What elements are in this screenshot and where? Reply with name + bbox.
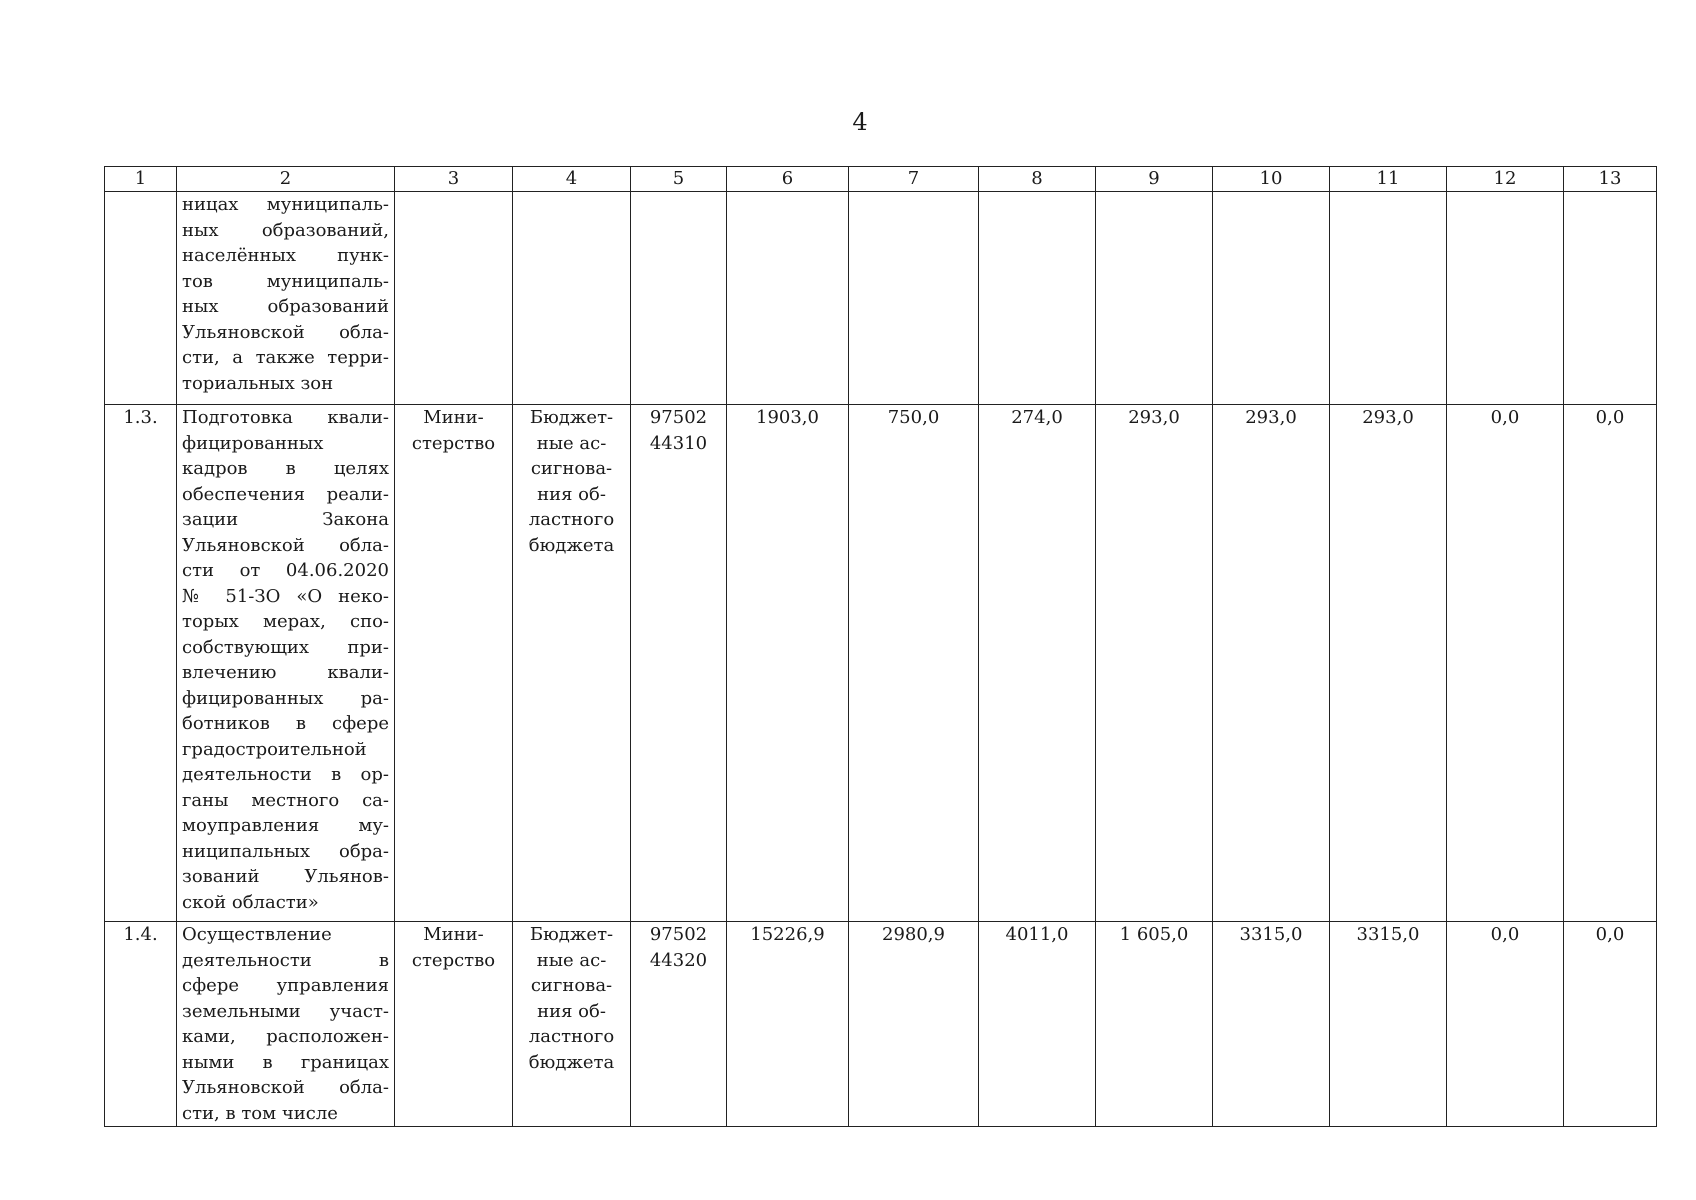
funding-source-cell [513, 405, 631, 922]
value-cell-col-10: 293,0 [1213, 405, 1330, 922]
value-cell-col-9 [1096, 192, 1213, 405]
description-line: Осуществление [182, 924, 332, 945]
description-line: собствующих при- [182, 636, 389, 658]
description-line: Ульяновской обла- [182, 1077, 389, 1098]
description-line: Подготовка квали- [182, 407, 389, 428]
budget-code-cell-line: 97502 [649, 924, 708, 945]
description-line: фицированных ра- [182, 687, 389, 709]
value-cell-col-11: 293,0 [1330, 405, 1447, 922]
description-line: ботников в сфере [182, 713, 389, 734]
description-line: ных образований [182, 296, 389, 317]
value-cell-col-7: 750,0 [849, 405, 979, 922]
value-cell-col-13: 0,0 [1564, 922, 1657, 1127]
budget-code-cell-line: 97502 [649, 407, 708, 428]
column-header-3: 3 [395, 167, 513, 192]
value-cell-col-10 [1213, 192, 1330, 405]
description-line: ками, расположен- [182, 1026, 389, 1047]
column-header-11: 11 [1330, 167, 1447, 192]
description-line: сти, а также терри- [182, 347, 389, 368]
description-line: кадров в целях [182, 458, 389, 479]
executor-cell-line: стерство [411, 432, 496, 454]
description-line: ными в границах [182, 1051, 389, 1073]
description-line: ганы местного са- [182, 789, 389, 811]
funding-source-cell-line: бюджета [528, 1051, 615, 1073]
description-cell [177, 922, 395, 1127]
description-line: ных образований, [182, 219, 389, 241]
description-line: зации Закона [182, 509, 389, 530]
funding-source-cell-line: ния об- [537, 483, 606, 505]
value-cell-col-12: 0,0 [1447, 405, 1564, 922]
description-line: градостроительной [182, 738, 367, 760]
funding-source-cell-line: сигнова- [530, 458, 613, 479]
executor-cell-line: Мини- [423, 924, 484, 945]
row-number-cell [105, 192, 177, 405]
funding-source-cell [513, 192, 631, 405]
description-line: ской области» [182, 891, 319, 913]
description-cell [177, 405, 395, 922]
value-cell-col-7: 2980,9 [849, 922, 979, 1127]
budget-code-cell [631, 922, 727, 1127]
value-cell-col-6: 15226,9 [727, 922, 849, 1127]
funding-source-cell-line: ные ас- [536, 432, 607, 454]
description-line: сти, в том числе [182, 1102, 338, 1124]
row-number-cell: 1.3. [105, 405, 177, 922]
description-line: сти от 04.06.2020 [182, 560, 389, 581]
value-cell-col-13 [1564, 192, 1657, 405]
funding-source-cell-line: Бюджет- [529, 407, 614, 428]
description-line: зований Ульянов- [182, 866, 389, 887]
column-header-8: 8 [979, 167, 1096, 192]
funding-source-cell [513, 922, 631, 1127]
funding-source-cell-line: ластного [528, 509, 615, 530]
value-cell-col-7 [849, 192, 979, 405]
column-header-10: 10 [1213, 167, 1330, 192]
funding-source-cell-line: ные ас- [536, 949, 607, 971]
budget-code-cell-line: 44310 [649, 432, 708, 454]
row-number-cell: 1.4. [105, 922, 177, 1127]
value-cell-col-6: 1903,0 [727, 405, 849, 922]
value-cell-col-9: 293,0 [1096, 405, 1213, 922]
value-cell-col-9: 1 605,0 [1096, 922, 1213, 1127]
description-line: влечению квали- [182, 662, 389, 683]
funding-source-cell-line: сигнова- [530, 975, 613, 996]
value-cell-col-12: 0,0 [1447, 922, 1564, 1127]
value-cell-col-11: 3315,0 [1330, 922, 1447, 1127]
description-line: ториальных зон [182, 372, 334, 394]
column-header-12: 12 [1447, 167, 1564, 192]
executor-cell [395, 405, 513, 922]
budget-code-cell-line: 44320 [649, 949, 708, 971]
funding-source-cell-line: ластного [528, 1026, 615, 1047]
column-header-9: 9 [1096, 167, 1213, 192]
description-line: деятельности в [182, 949, 389, 971]
description-line: фицированных [182, 432, 324, 454]
table-row [105, 922, 1657, 1127]
value-cell-col-8 [979, 192, 1096, 405]
value-cell-col-11 [1330, 192, 1447, 405]
budget-table [104, 166, 1657, 1127]
value-cell-col-13: 0,0 [1564, 405, 1657, 922]
description-line: тов муниципаль- [182, 270, 389, 292]
description-cell [177, 192, 395, 405]
funding-source-cell-line: Бюджет- [529, 924, 614, 945]
description-line: № 51-ЗО «О неко- [182, 585, 389, 607]
table-row [105, 192, 1657, 405]
executor-cell-line: Мини- [423, 407, 484, 428]
column-header-7: 7 [849, 167, 979, 192]
column-header-6: 6 [727, 167, 849, 192]
column-header-1: 1 [105, 167, 177, 192]
description-line: Ульяновской обла- [182, 321, 389, 343]
description-line: населённых пунк- [182, 245, 389, 266]
column-header-4: 4 [513, 167, 631, 192]
description-line: Ульяновской обла- [182, 534, 389, 556]
description-line: сфере управления [182, 975, 389, 996]
table-row [105, 405, 1657, 922]
column-header-2: 2 [177, 167, 395, 192]
value-cell-col-10: 3315,0 [1213, 922, 1330, 1127]
column-header-13: 13 [1564, 167, 1657, 192]
funding-source-cell-line: ния об- [537, 1000, 606, 1022]
description-line: моуправления му- [182, 815, 389, 836]
executor-cell [395, 922, 513, 1127]
description-line: земельными участ- [182, 1000, 389, 1022]
value-cell-col-8: 274,0 [979, 405, 1096, 922]
funding-source-cell-line: бюджета [528, 534, 615, 556]
column-header-5: 5 [631, 167, 727, 192]
value-cell-col-8: 4011,0 [979, 922, 1096, 1127]
page-number: 4 [852, 108, 868, 136]
description-line: обеспечения реали- [182, 483, 389, 505]
value-cell-col-6 [727, 192, 849, 405]
executor-cell [395, 192, 513, 405]
budget-code-cell [631, 192, 727, 405]
value-cell-col-12 [1447, 192, 1564, 405]
description-line: ниципальных обра- [182, 840, 389, 862]
budget-code-cell [631, 405, 727, 922]
description-line: деятельности в ор- [182, 764, 389, 785]
description-line: торых мерах, спо- [182, 611, 389, 632]
description-line: ницах муниципаль- [182, 194, 389, 215]
header-row [105, 167, 1657, 192]
executor-cell-line: стерство [411, 949, 496, 971]
